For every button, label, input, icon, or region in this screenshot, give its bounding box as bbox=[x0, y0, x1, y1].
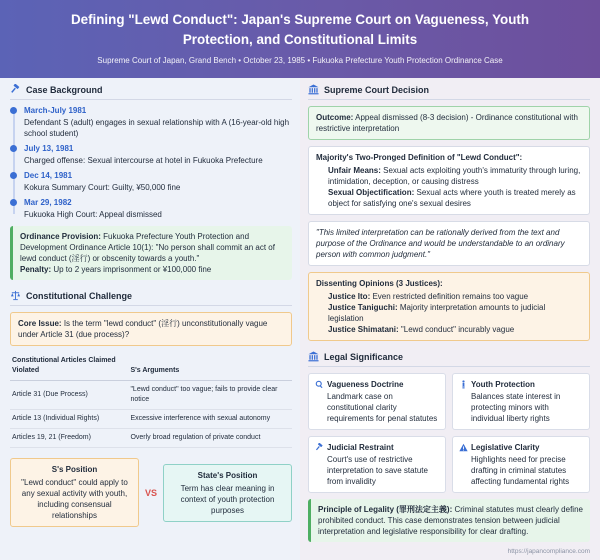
timeline-item bbox=[24, 198, 292, 220]
table-row bbox=[10, 381, 292, 410]
card-title: Vagueness Doctrine bbox=[327, 380, 404, 389]
definition-title: Majority's Two-Pronged Definition of "Lewd Conduct": bbox=[316, 153, 523, 162]
unfair-means-label: Unfair Means: bbox=[328, 166, 381, 175]
s-position-box bbox=[10, 458, 139, 527]
left-column bbox=[0, 78, 300, 560]
timeline bbox=[10, 106, 292, 220]
header bbox=[0, 0, 600, 78]
vs-label: VS bbox=[145, 487, 158, 498]
case-background-heading bbox=[10, 84, 292, 100]
dissent-item bbox=[316, 291, 582, 302]
significance-grid bbox=[308, 373, 590, 493]
dissent-box bbox=[308, 272, 590, 341]
warning-icon bbox=[459, 443, 468, 452]
table-row bbox=[10, 410, 292, 429]
table-cell: Article 13 (Individual Rights) bbox=[10, 410, 128, 429]
card-text: Highlights need for precise drafting in criminal statutes affecting fundamental rights bbox=[471, 455, 570, 486]
significance-card bbox=[308, 436, 446, 493]
table-cell: "Lewd conduct" too vague; fails to provide clear notice bbox=[128, 381, 292, 410]
footer-url[interactable]: https://japancompliance.com bbox=[507, 548, 590, 555]
timeline-dot bbox=[10, 172, 17, 179]
state-position-box bbox=[163, 464, 292, 522]
scale-icon bbox=[10, 290, 21, 301]
core-issue-text: Is the term "lewd conduct" (淫行) unconstitutionally vague under Article 31 (due process)? bbox=[18, 319, 268, 339]
dissent-title: Dissenting Opinions (3 Justices): bbox=[316, 279, 443, 288]
objectification-item bbox=[316, 187, 582, 209]
gavel-icon bbox=[10, 84, 21, 95]
dissent-justice: Justice Shimatani: bbox=[328, 325, 399, 334]
dissent-item bbox=[316, 302, 582, 324]
principle-label: Principle of Legality (罪刑法定主義): bbox=[318, 505, 453, 514]
outcome-label: Outcome: bbox=[316, 113, 354, 122]
dissent-text: Even restricted definition remains too vague bbox=[372, 292, 529, 301]
dissent-text: "Lewd conduct" incurably vague bbox=[400, 325, 515, 334]
ordinance-text: Fukuoka Prefecture Youth Protection and Development Ordinance Article 10(1): "No person shall commit an act of lewd conduct (淫行) or obscenity towards a youth." bbox=[20, 232, 275, 263]
timeline-item bbox=[24, 171, 292, 193]
constitutional-challenge-heading bbox=[10, 290, 292, 306]
s-position-title: S's Position bbox=[51, 465, 98, 474]
case-background-title: Case Background bbox=[26, 84, 103, 95]
timeline-text: Kokura Summary Court: Guilty, ¥50,000 fine bbox=[24, 183, 181, 192]
objectification-text: Sexual acts where youth is treated merely as object for satisfying one's sexual desires bbox=[328, 188, 576, 208]
card-text: Landmark case on constitutional clarity requirements for penal statutes bbox=[327, 392, 438, 423]
card-title: Youth Protection bbox=[471, 380, 535, 389]
timeline-date: Mar 29, 1982 bbox=[24, 198, 72, 207]
principle-box bbox=[308, 499, 590, 542]
core-issue-label: Core Issue: bbox=[18, 319, 62, 328]
outcome-box bbox=[308, 106, 590, 140]
definition-box bbox=[308, 146, 590, 215]
state-position-text: Term has clear meaning in context of youth protection purposes bbox=[180, 483, 275, 515]
legal-significance-title: Legal Significance bbox=[324, 351, 404, 362]
table-cell: Article 31 (Due Process) bbox=[10, 381, 128, 410]
table-row bbox=[10, 429, 292, 448]
dissent-text: Majority interpretation amounts to judicial legislation bbox=[328, 303, 546, 323]
page-title: Defining "Lewd Conduct": Japan's Supreme Court on Vagueness, Youth Protection, and Constitutional Limits bbox=[70, 12, 530, 47]
timeline-text: Charged offense: Sexual intercourse at hotel in Fukuoka Prefecture bbox=[24, 156, 263, 165]
table-header: S's Arguments bbox=[128, 352, 292, 381]
dissent-justice: Justice Taniguchi: bbox=[328, 303, 398, 312]
table-cell: Excessive interference with sexual autonomy bbox=[128, 410, 292, 429]
core-issue-box bbox=[10, 312, 292, 346]
search-icon bbox=[315, 380, 324, 389]
significance-card bbox=[452, 436, 590, 493]
right-column bbox=[300, 78, 600, 560]
unfair-means-item bbox=[316, 165, 582, 187]
supreme-court-decision-heading bbox=[308, 84, 590, 100]
timeline-text: Defendant S (adult) engages in sexual relationship with A (16-year-old high school student) bbox=[24, 118, 290, 138]
courthouse-icon bbox=[308, 84, 319, 95]
person-icon bbox=[459, 380, 468, 389]
significance-card bbox=[308, 373, 446, 430]
table-cell: Articles 19, 21 (Freedom) bbox=[10, 429, 128, 448]
timeline-date: March-July 1981 bbox=[24, 106, 87, 115]
significance-card bbox=[452, 373, 590, 430]
s-position-text: "Lewd conduct" could apply to any sexual activity with youth, including consensual relationships bbox=[21, 478, 128, 520]
unfair-means-text: Sexual acts exploiting youth's immaturity through luring, intimidation, deception, or causing distress bbox=[328, 166, 581, 186]
ordinance-label: Ordinance Provision: bbox=[20, 232, 101, 241]
card-title: Judicial Restraint bbox=[327, 443, 394, 452]
dissent-justice: Justice Ito: bbox=[328, 292, 371, 301]
objectification-label: Sexual Objectification: bbox=[328, 188, 415, 197]
card-text: Court's use of restrictive interpretation to save statute from invalidity bbox=[327, 455, 428, 486]
arguments-table bbox=[10, 352, 292, 448]
timeline-dot bbox=[10, 107, 17, 114]
timeline-date: Dec 14, 1981 bbox=[24, 171, 73, 180]
state-position-title: State's Position bbox=[197, 470, 258, 480]
card-text: Balances state interest in protecting minors with individual liberty rights bbox=[471, 392, 561, 423]
majority-quote: "This limited interpretation can be rationally derived from the text and purpose of the Ordinance and would be understandable to an ordinary person with common judgment." bbox=[308, 221, 590, 266]
timeline-text: Fukuoka High Court: Appeal dismissed bbox=[24, 210, 162, 219]
dissent-item bbox=[316, 324, 582, 335]
penalty-label: Penalty: bbox=[20, 265, 52, 274]
page-subtitle: Supreme Court of Japan, Grand Bench • October 23, 1985 • Fukuoka Prefecture Youth Protection Ordinance Case bbox=[97, 56, 503, 65]
courthouse-icon bbox=[308, 351, 319, 362]
timeline-item bbox=[24, 106, 292, 139]
gavel-icon bbox=[315, 443, 324, 452]
table-header: Constitutional Articles Claimed Violated bbox=[10, 352, 128, 381]
timeline-date: July 13, 1981 bbox=[24, 144, 74, 153]
timeline-dot bbox=[10, 199, 17, 206]
legal-significance-heading bbox=[308, 351, 590, 367]
outcome-text: Appeal dismissed (8-3 decision) - Ordinance constitutional with restrictive interpretation bbox=[316, 113, 578, 133]
penalty-text: Up to 2 years imprisonment or ¥100,000 fine bbox=[53, 265, 212, 274]
table-cell: Overly broad regulation of private conduct bbox=[128, 429, 292, 448]
timeline-dot bbox=[10, 145, 17, 152]
positions-row bbox=[10, 458, 292, 527]
constitutional-challenge-title: Constitutional Challenge bbox=[26, 290, 133, 301]
ordinance-box bbox=[10, 226, 292, 280]
timeline-item bbox=[24, 144, 292, 166]
supreme-court-decision-title: Supreme Court Decision bbox=[324, 84, 430, 95]
card-title: Legislative Clarity bbox=[471, 443, 540, 452]
principle-text: Criminal statutes must clearly define prohibited conduct. This case demonstrates tension between judicial interpretation and legislative responsibility for clear drafting. bbox=[318, 505, 583, 536]
